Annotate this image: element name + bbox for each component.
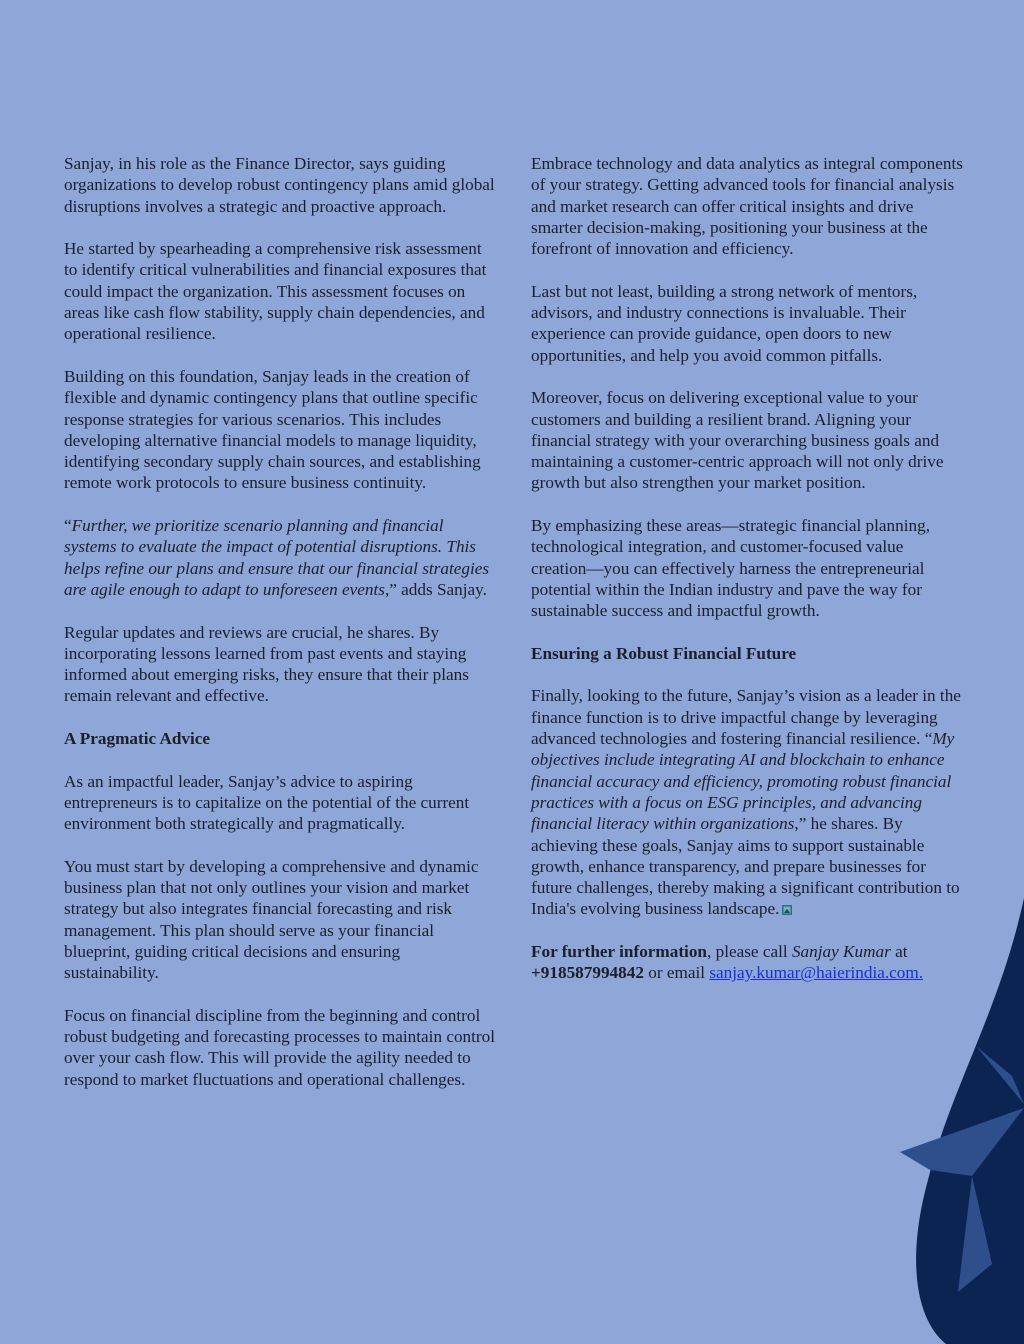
decorative-corner-shape xyxy=(880,880,1024,1344)
paragraph: Regular updates and reviews are crucial, he shares. By incorporating lessons learned from past events and staying informed about emerging risks, they ensure that their plans remain relevant and effective. xyxy=(64,622,469,706)
paragraph: By emphasizing these areas—strategic financial planning, technological integration, and customer-focused value creation—you can effectively harness the entrepreneurial potential within the Indian industry and pave the way for sustainable success and impactful growth. xyxy=(531,516,930,621)
quote-paragraph xyxy=(64,515,496,600)
quote-open-mark: “ xyxy=(64,516,72,536)
left-column xyxy=(64,153,496,1111)
contact-call-text: , please call xyxy=(707,941,792,961)
image-placeholder-icon xyxy=(782,905,792,915)
contact-email-text: or email xyxy=(643,963,710,983)
quote-text: Further, we prioritize scenario planning and financial systems to evaluate the impact of potential disruptions. This helps refine our plans and ensure that our financial strategies are agile enough to adapt to unforeseen events xyxy=(64,516,490,599)
contact-at-text: at xyxy=(890,941,908,961)
vision-text: Finally, looking to the future, Sanjay’s vision as a leader in the finance function is to drive impactful change by leveraging advanced technologies and fostering financial resilience. “ xyxy=(531,686,961,749)
paragraph: Last but not least, building a strong network of mentors, advisors, and industry connections is invaluable. Their experience can provide guidance, open doors to new opportunities, and help you avoid common pitfalls. xyxy=(531,281,918,365)
right-column xyxy=(531,153,963,1005)
contact-phone: +918587994842 xyxy=(531,963,644,983)
vision-quote: My objectives include integrating AI and blockchain to enhance financial accuracy and efficiency, promoting robust financial practices with a focus on ESG principles, and advancing financial literacy within organizations xyxy=(531,729,955,834)
paragraph: Embrace technology and data analytics as integral components of your strategy. Getting advanced tools for financial analysis and market research can offer critical insights and drive smarter decision-making, positioning your business at the forefront of innovation and efficiency. xyxy=(531,154,963,259)
paragraph: Focus on financial discipline from the beginning and control robust budgeting and forecasting processes to maintain control over your cash flow. This will provide the agility needed to respond to market fluctuations and operational challenges. xyxy=(64,1005,496,1089)
quote-attribution: ,” adds Sanjay. xyxy=(384,579,487,599)
paragraph: Sanjay, in his role as the Finance Director, says guiding organizations to develop robust contingency plans amid global disruptions involves a strategic and proactive approach. xyxy=(64,154,495,216)
vision-text-end: ,” he shares. By achieving these goals, Sanjay aims to support sustainable growth, enhance transparency, and prepare businesses for future challenges, thereby making a significant contribution to India's evolving business landscape. xyxy=(531,814,960,919)
paragraph: Moreover, focus on delivering exceptional value to your customers and building a resilient brand. Aligning your financial strategy with your overarching business goals and maintaining a customer-centric approach will not only drive growth but also strengthen your market position. xyxy=(531,388,944,493)
section-heading: Ensuring a Robust Financial Future xyxy=(531,643,797,663)
paragraph: Building on this foundation, Sanjay leads in the creation of flexible and dynamic contingency plans that outline specific response strategies for various scenarios. This includes developing alternative financial models to manage liquidity, identifying secondary supply chain sources, and establishing remote work protocols to ensure business continuity. xyxy=(64,366,481,493)
paragraph: You must start by developing a comprehensive and dynamic business plan that not only outlines your vision and market strategy but also integrates financial forecasting and risk management. This plan should serve as your financial blueprint, guiding critical decisions and ensuring sustainability. xyxy=(64,856,479,983)
contact-email-link[interactable]: sanjay.kumar@haierindia.com. xyxy=(709,963,924,983)
contact-lead: For further information xyxy=(531,941,707,961)
contact-name: Sanjay Kumar xyxy=(791,941,891,961)
paragraph: As an impactful leader, Sanjay’s advice to aspiring entrepreneurs is to capitalize on the potential of the current environment both strategically and pragmatically. xyxy=(64,771,470,834)
section-heading: A Pragmatic Advice xyxy=(64,729,211,749)
paragraph: He started by spearheading a comprehensive risk assessment to identify critical vulnerabilities and financial exposures that could impact the organization. This assessment focuses on areas like cash flow stability, supply chain dependencies, and operational resilience. xyxy=(64,239,487,344)
